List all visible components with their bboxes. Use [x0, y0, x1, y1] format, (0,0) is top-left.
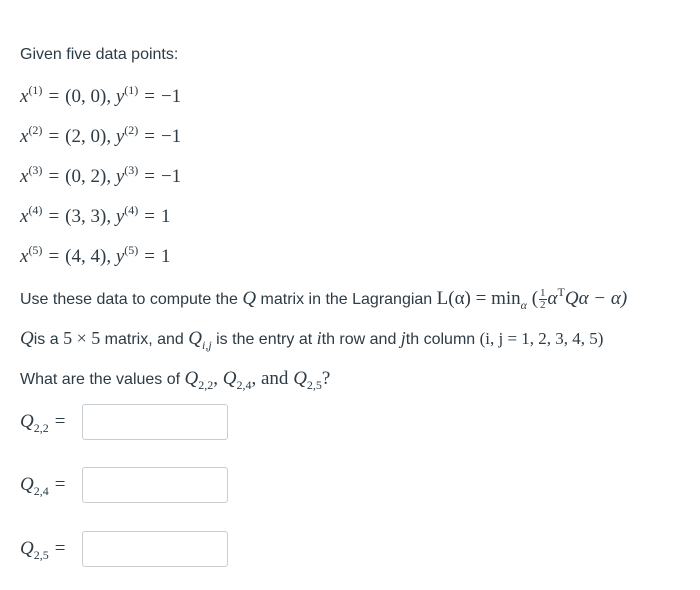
qij-subscript: i,j: [202, 338, 212, 352]
point-1-yindex: (1): [124, 83, 139, 97]
data-point-4: $x^{(4)} = (3$, 3), $y^{(4)} = 1$: [20, 203, 171, 227]
point-5-y: 1: [160, 246, 171, 267]
point-3-y: −1: [160, 166, 182, 187]
point-5-yindex: (5): [124, 243, 139, 257]
half-fraction: [539, 288, 547, 311]
point-1-x: (0, 0): [65, 86, 107, 107]
data-point-2: $x^{(2)} = (2$, 0), $y^{(2)} = -1$: [20, 123, 182, 147]
intro-text: [20, 46, 178, 64]
point-4-index: (4): [28, 203, 43, 217]
fraction-denominator: 2: [540, 299, 546, 312]
index-range: (i, j = 1, 2, 3, 4, 5): [479, 329, 604, 348]
qij-symbol: Q: [188, 328, 202, 349]
description-text-4: th row and: [321, 331, 401, 348]
point-4-yindex: (4): [124, 203, 139, 217]
point-5-x: (4, 4): [65, 246, 107, 267]
description-text-1: is a: [33, 331, 64, 348]
point-1-index: (1): [28, 83, 43, 97]
point-2-index: (2): [28, 123, 43, 137]
answer-row-q25: [20, 529, 228, 569]
answer-label-q24: $Q_{2,4}$ =: [20, 474, 66, 498]
data-point-3: $x^{(3)} = (0$, 2), $y^{(3)} = -1$: [20, 163, 182, 187]
question-line: [20, 368, 330, 390]
intro-label: Given five data points:: [20, 46, 179, 63]
answer-row-q22: [20, 402, 228, 442]
min-subscript: α: [520, 298, 527, 312]
point-4-x: (3, 3): [65, 206, 107, 227]
description-q-symbol: Q: [20, 328, 34, 349]
question-and: and: [261, 368, 289, 389]
question-q2-sub: 2,4: [236, 378, 252, 392]
answer-row-q24: [20, 465, 228, 505]
transpose-symbol: T: [557, 285, 565, 299]
data-point-1: $x^{(1)} = (0$, 0), $y^{(1)} = -1$: [20, 83, 182, 107]
question-q3-sub: 2,5: [306, 378, 322, 392]
point-2-y: −1: [160, 126, 182, 147]
fraction-numerator: 1: [540, 287, 546, 300]
answer-label-q22: $Q_{2,2}$ =: [20, 411, 66, 435]
instruction-text-2: matrix in the Lagrangian: [256, 291, 437, 308]
point-3-yindex: (3): [124, 163, 139, 177]
i-symbol: i: [316, 328, 322, 348]
answer-input-q25[interactable]: [82, 531, 228, 567]
answer-q22-sub: 2,2: [33, 421, 49, 435]
question-q1-sub: 2,2: [198, 378, 214, 392]
description-line: [20, 328, 603, 350]
lagrangian-lhs: L(α) = min: [436, 288, 521, 309]
point-3-x: (0, 2): [65, 166, 107, 187]
description-text-3: is the entry at: [211, 331, 317, 348]
matrix-dimensions: 5 × 5: [63, 328, 101, 348]
data-point-5: $x^{(5)} = (4$, 4), $y^{(5)} = 1$: [20, 243, 171, 267]
alpha-symbol: α: [547, 288, 558, 309]
answer-label-q25: $Q_{2,5}$ =: [20, 538, 66, 562]
question-targets: $Q_{2,2}$, $Q_{2,4}$, and $Q_{2,5}$?: [184, 368, 331, 392]
answer-input-q22[interactable]: [82, 404, 228, 440]
j-symbol: j: [400, 328, 406, 348]
instruction-text-1: Use these data to compute the: [20, 291, 243, 308]
point-2-yindex: (2): [124, 123, 139, 137]
lagrangian-formula: $L(\alpha) = \min_\alpha$ ( $\frac{1}{2}$ $\alpha^TQ\alpha - \alpha$): [436, 285, 628, 312]
point-1-y: −1: [160, 86, 182, 107]
answer-q25-sub: 2,5: [33, 548, 49, 562]
point-4-y: 1: [160, 206, 171, 227]
description-text-5: th column: [405, 331, 480, 348]
point-2-x: (2, 0): [65, 126, 107, 147]
point-5-index: (5): [28, 243, 43, 257]
question-mark: ?: [321, 368, 331, 389]
question-text: What are the values of: [20, 371, 185, 388]
description-text-2: matrix, and: [100, 331, 189, 348]
instruction-line: [20, 285, 628, 312]
point-3-index: (3): [28, 163, 43, 177]
instruction-q-symbol: Q: [242, 288, 257, 309]
answer-q24-sub: 2,4: [33, 484, 49, 498]
lagrangian-rest: Qα − α): [564, 288, 628, 309]
answer-input-q24[interactable]: [82, 467, 228, 503]
